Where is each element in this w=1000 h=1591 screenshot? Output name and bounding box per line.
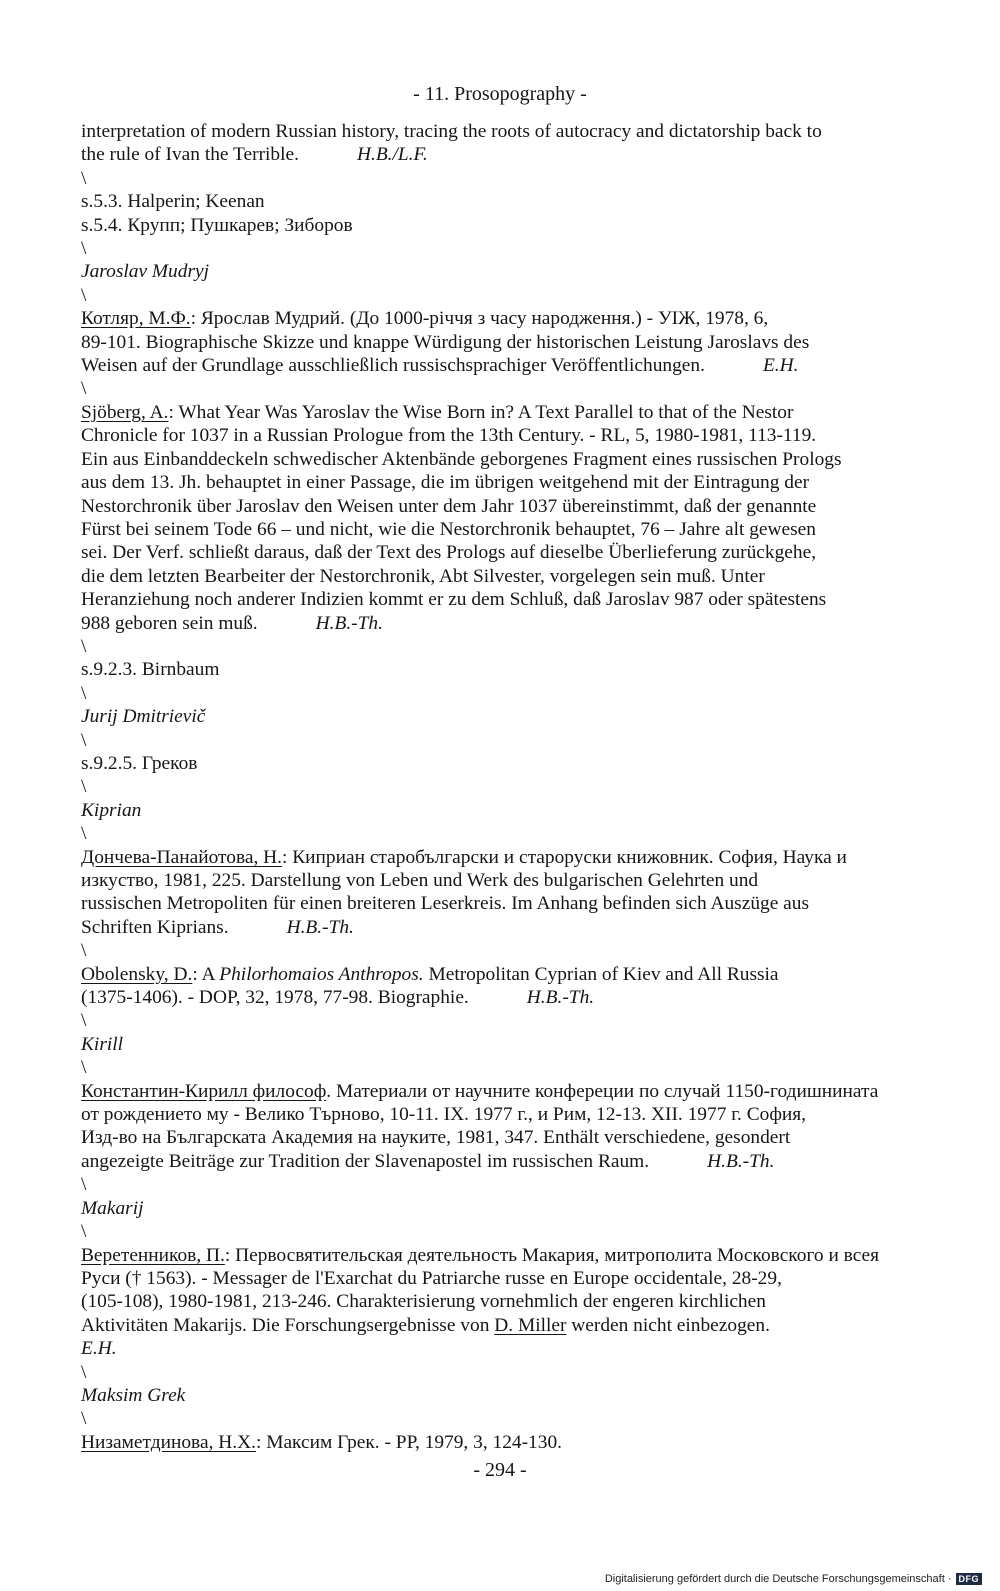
digitization-credit: Digitalisierung gefördert durch die Deutsche Forschungsgemeinschaft · DFG: [605, 1573, 982, 1585]
separator: \: [81, 1221, 87, 1243]
author-name: Sjöberg, A.: [81, 401, 169, 423]
person-heading-jurij: Jurij Dmitrievič: [81, 706, 206, 728]
separator: \: [81, 1408, 87, 1430]
person-heading-kirill: Kirill: [81, 1033, 124, 1055]
author-name: Obolensky, D.: [81, 963, 193, 985]
separator: \: [81, 378, 87, 400]
person-heading-maksim: Maksim Grek: [81, 1384, 186, 1406]
cross-reference: s.9.2.5. Греков: [81, 752, 198, 774]
separator: \: [81, 1361, 87, 1383]
separator: \: [81, 1174, 87, 1196]
reviewer-initials: H.B.-Th.: [707, 1150, 775, 1172]
reviewer-initials: E.H.: [762, 355, 799, 377]
separator: \: [81, 1010, 87, 1032]
separator: \: [81, 1057, 87, 1079]
dfg-logo: DFG: [956, 1573, 983, 1585]
entry-sjoberg: Sjöberg, A.: What Year Was Yaroslav the Wise Born in? A Text Parallel to that of the Nestor Chronicle for 1037 in a Russian Prologue from the 13th Century. - RL, 5, 1980-1981, 113-119. Ein aus Einbanddeckeln schwedischer Aktenbände geborgenes Fragment eines russischen Prologs aus dem 13. Jh. behauptet in einer Passage, die im übrigen weitgehend mit der Eintragung der Nestorchronik über Jaroslav den Weisen unter dem Jahr 1037 übereinstimmt, daß der genannte Fürst bei seinem Tode 66 – und nicht, wie die Nestorchronik behauptet, 76 – Jahre alt gewesen sei. Der Verf. schließt daraus, daß der Text des Prologs auf dieselbe Überlieferung zurückgehe, die dem letzten Bearbeiter der Nestorchronik, Abt Silvester, vorgelegen sein muß. Unter Heranziehung noch anderer Indizien kommt er zu dem Schluß, daß Jaroslav 987 oder spätestens 988 geboren sein muß. H.B.-Th.: [81, 401, 842, 634]
person-heading-makarij: Makarij: [81, 1197, 144, 1219]
entry-konstantin: Константин-Кирилл философ. Материали от научните конфереции по случай 1150-годишнината от рождението му - Велико Търново, 10-11. IX. 1977 г., и Рим, 12-13. XII. 1977 г. София, Изд-во на Българската Академия на науките, 1981, 347. Enthält verschiedene, gesondert angezeigte Beiträge zur Tradition der Slavenapostel im russischen Raum. H.B.-Th.: [81, 1080, 879, 1172]
entry-nizametdinova: Низаметдинова, Н.Х.: Максим Грек. - РР, 1979, 3, 124-130.: [81, 1431, 562, 1453]
person-heading-jaroslav: Jaroslav Mudryj: [81, 261, 209, 283]
page-number: - 294 -: [473, 1459, 527, 1481]
author-name: Константин-Кирилл философ: [81, 1080, 327, 1102]
author-name: Низаметдинова, Н.Х.: [81, 1431, 256, 1453]
cross-reference: s.9.2.3. Birnbaum: [81, 659, 220, 681]
bibliography-content: [81, 120, 903, 1454]
reviewer-initials: H.B./L.F.: [356, 144, 428, 166]
entry-veretennikov: Веретенников, П.: Первосвятительская деятельность Макария, митрополита Московского и всея Руси († 1563). - Messager de l'Exarchat du Patriarche russe en Europe occidentale, 28-29, (105-108), 1980-1981, 213-246. Charakterisierung vornehmlich der engeren kirchlichen Aktivitäten Makarijs. Die Forschungsergebnisse von D. Miller werden nicht einbezogen. E.H.: [81, 1244, 903, 1361]
reviewer-initials: E.H.: [81, 1338, 117, 1360]
author-name: Веретенников, П.: [81, 1244, 225, 1266]
separator: \: [81, 284, 87, 306]
reviewer-initials: H.B.-Th.: [526, 987, 595, 1009]
intro-annotation: interpretation of modern Russian history, tracing the roots of autocracy and dictatorship back to the rule of Ivan the Terrible. H.B./L.F.: [81, 121, 822, 166]
entry-kotljar: Котляр, М.Ф.: Ярослав Мудрий. (До 1000-річчя з часу народження.) - УІЖ, 1978, 6, 89-101. Biographische Skizze und knappe Würdigung der historischen Leistung Jaroslavs des Weisen auf der Grundlage ausschließlich russischsprachiger Veröffentlichungen. E.H.: [81, 308, 810, 377]
separator: \: [81, 940, 87, 962]
separator: \: [81, 682, 87, 704]
reviewer-initials: H.B.-Th.: [286, 916, 354, 938]
separator: \: [81, 823, 87, 845]
cross-reference: s.5.3. Halperin; Keenan: [81, 191, 265, 213]
entry-doncheva: Дончева-Панайотова, Н.: Киприан старобългарски и староруски книжовник. София, Наука и изкуство, 1981, 225. Darstellung von Leben und Werk des bulgarischen Gelehrten und russischen Metropoliten für einen breiteren Leserkreis. Im Anhang befinden sich Auszüge aus Schriften Kiprians. H.B.-Th.: [81, 846, 847, 938]
cross-reference: s.5.4. Крупп; Пушкарев; Зиборов: [81, 214, 353, 236]
author-name: Котляр, М.Ф.: [81, 308, 191, 330]
separator: \: [81, 635, 87, 657]
separator: \: [81, 729, 87, 751]
person-heading-kiprian: Kiprian: [81, 799, 142, 821]
separator: \: [81, 238, 87, 260]
entry-obolensky: Obolensky, D.: A Philorhomaios Anthropos. Metropolitan Cyprian of Kiev and All Russia (1375-1406). - DOP, 32, 1978, 77-98. Biographie. H.B.-Th.: [81, 963, 779, 1009]
separator: \: [81, 776, 87, 798]
separator: \: [81, 167, 87, 189]
author-name: Дончева-Панайотова, Н.: [81, 846, 282, 868]
running-header: - 11. Prosopography -: [413, 83, 587, 105]
cited-author: D. Miller: [494, 1314, 567, 1336]
reviewer-initials: H.B.-Th.: [315, 612, 383, 634]
